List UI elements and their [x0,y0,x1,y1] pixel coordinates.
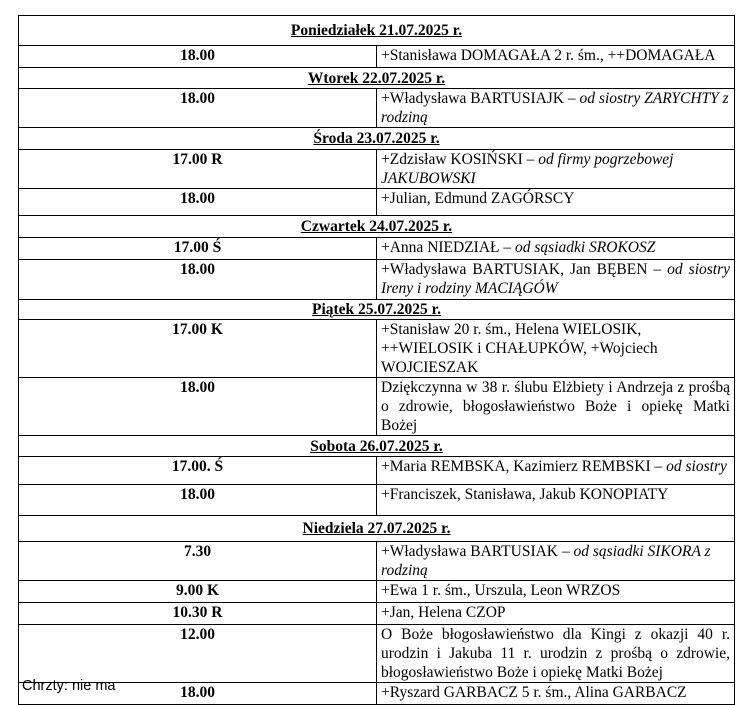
mass-intention [377,46,735,68]
baptisms-note: Chrzty: nie ma [22,678,116,694]
mass-schedule-table [18,15,735,705]
mass-intention [377,189,735,216]
mass-row [19,260,735,300]
intention-text: +Ryszard GARBACZ 5 r. śm., Alina GARBACZ [381,684,687,701]
day-header: Niedziela 27.07.2025 r. [19,516,735,542]
mass-row [19,150,735,189]
mass-row [19,189,735,216]
intention-text: +Władysława BARTUSIAK – [381,543,574,560]
mass-time: 18.00 [19,89,377,128]
intention-text: Dziękczynna w 38 r. ślubu Elżbiety i Andrzeja z prośbą o zdrowie, błogosławieństwo Boże i opiekę Matki Bożej [381,379,730,434]
mass-intention [377,238,735,260]
mass-intention [377,457,735,485]
mass-time: 17.00. Ś [19,457,377,485]
intention-text: +Julian, Edmund ZAGÓRSCY [381,190,575,207]
day-header: Sobota 26.07.2025 r. [19,436,735,457]
intention-from-note: od siostry [666,458,727,475]
intention-from-note: od firmy pogrzebowej JAKUBOWSKI [381,151,674,187]
day-header: Wtorek 22.07.2025 r. [19,68,735,89]
day-header-row [19,68,735,89]
mass-row [19,46,735,68]
day-header-row [19,300,735,320]
mass-row [19,625,735,683]
day-header-row [19,216,735,238]
day-header-row [19,516,735,542]
mass-row [19,238,735,260]
mass-row [19,542,735,581]
mass-time: 17.00 Ś [19,238,377,260]
day-header: Poniedziałek 21.07.2025 r. [19,16,735,46]
mass-intention [377,89,735,128]
mass-time: 18.00 [19,485,377,516]
mass-row [19,89,735,128]
intention-text: +Władysława BARTUSIAJK – [381,90,580,107]
day-header-row [19,16,735,46]
mass-intention [377,603,735,625]
mass-row [19,457,735,485]
intention-text: +Ewa 1 r. śm., Urszula, Leon WRZOS [381,582,621,599]
intention-text: +Jan, Helena CZOP [381,604,506,621]
mass-intention [377,625,735,683]
mass-time: 18.00 [19,683,377,705]
intention-text: O Boże błogosławieństwo dla Kingi z okazji 40 r. urodzin i Jakuba 11 r. urodzin z prośbą o zdrowie, błogosławieństwo Boże i opiekę Matki Bożej [381,626,730,681]
mass-time: 18.00 [19,46,377,68]
intention-from-note: od sąsiadki SIKORA z rodziną [381,543,711,579]
mass-intention [377,378,735,436]
intention-text: +Stanisław 20 r. śm., Helena WIELOSIK, ++WIELOSIK i CHAŁUPKÓW, +Wojciech WOJCIESZAK [381,321,658,376]
intention-from-note: od sąsiadki SROKOSZ [515,239,656,256]
mass-intention [377,150,735,189]
intention-text: +Franciszek, Stanisława, Jakub KONOPIATY [381,486,669,503]
day-header: Czwartek 24.07.2025 r. [19,216,735,238]
mass-time: 7.30 [19,542,377,581]
day-header: Środa 23.07.2025 r. [19,128,735,150]
mass-row [19,581,735,603]
intention-text: +Anna NIEDZIAŁ – [381,239,515,256]
intention-text: +Stanisława DOMAGAŁA 2 r. śm., ++DOMAGAŁA [381,47,716,64]
intention-text: +Władysława BARTUSIAK, Jan BĘBEN – [381,261,668,278]
mass-time: 12.00 [19,625,377,683]
intention-from-note: od siostry ZARYCHTY z rodziną [381,90,729,126]
mass-intention [377,485,735,516]
mass-intention [377,683,735,705]
mass-intention [377,581,735,603]
mass-time: 9.00 K [19,581,377,603]
mass-row [19,683,735,705]
intention-text: +Maria REMBSKA, Kazimierz REMBSKI – [381,458,667,475]
mass-row [19,378,735,436]
mass-time: 10.30 R [19,603,377,625]
mass-time: 17.00 K [19,320,377,378]
mass-intention [377,542,735,581]
mass-time: 18.00 [19,189,377,216]
day-header: Piątek 25.07.2025 r. [19,300,735,320]
mass-row [19,603,735,625]
intention-text: +Zdzisław KOSIŃSKI – [381,151,539,168]
mass-row [19,485,735,516]
mass-intention [377,320,735,378]
mass-time: 17.00 R [19,150,377,189]
mass-time: 18.00 [19,260,377,300]
mass-row [19,320,735,378]
day-header-row [19,436,735,457]
mass-time: 18.00 [19,378,377,436]
mass-intention [377,260,735,300]
day-header-row [19,128,735,150]
intention-from-note: od siostry Ireny i rodziny MACIĄGÓW [381,261,730,297]
